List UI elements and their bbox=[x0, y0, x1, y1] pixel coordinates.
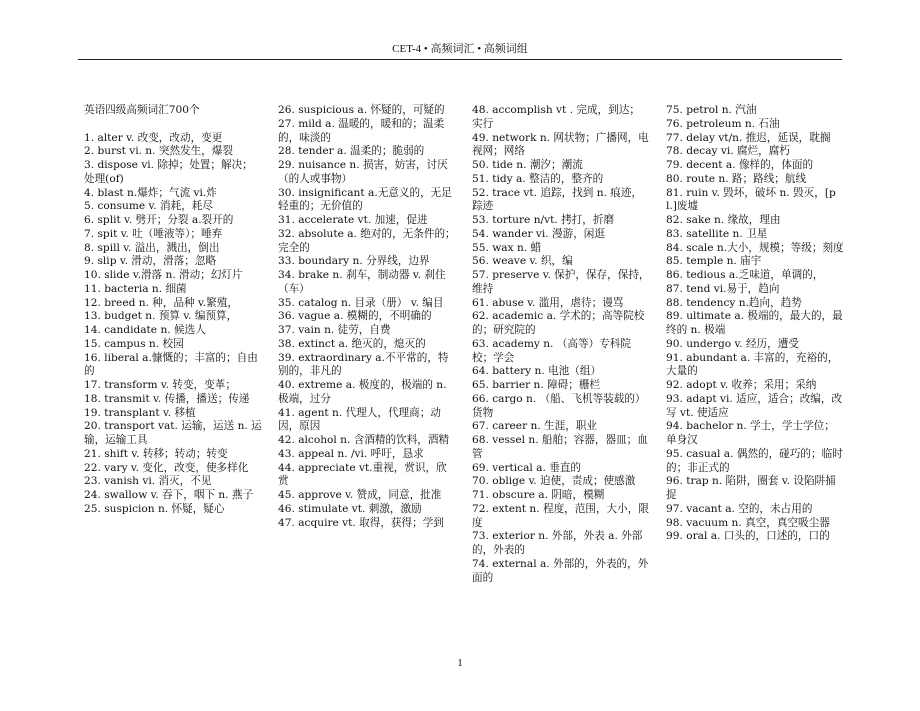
vocab-entry: 4. blast n.爆炸；气流 vi.炸 bbox=[84, 186, 217, 199]
vocab-entry: 6. split v. 劈开；分裂 a.裂开的 bbox=[84, 214, 234, 226]
vocab-entry: 33. boundary n. 分界线，边界 bbox=[278, 255, 430, 268]
vocab-entry: 36. vague a. 模糊的，不明确的 bbox=[278, 310, 432, 323]
vocab-entry: 25. suspicion n. 怀疑，疑心 bbox=[84, 502, 225, 515]
vocab-entry: 35. catalog n. 目录（册） v. 编目 bbox=[278, 296, 444, 309]
vocab-entry: 93. adapt vi. 适应，适合；改编，改写 vt. 使适应 bbox=[666, 392, 843, 419]
vocab-entry: 26. suspicious a. 怀疑的，可疑的 bbox=[278, 104, 445, 116]
vocab-entry: 96. trap n. 陷阱，圈套 v. 设陷阱捕捉 bbox=[666, 475, 836, 501]
vocab-entry: 16. liberal a.慷慨的；丰富的；自由的 bbox=[84, 351, 258, 378]
vocab-entry: 65. barrier n. 障碍；栅栏 bbox=[472, 379, 601, 391]
vocab-entry: 87. tend vi.易于，趋向 bbox=[666, 282, 780, 295]
vocab-entry: 83. satellite n. 卫星 bbox=[666, 227, 768, 240]
vocab-entry: 56. weave v. 织，编 bbox=[472, 255, 573, 268]
vocab-entry: 92. adopt v. 收养；采用；采纳 bbox=[666, 379, 817, 391]
vocab-entry: 61. abuse v. 滥用，虐待；谩骂 bbox=[472, 296, 624, 309]
vocab-entry: 90. undergo v. 经历，遭受 bbox=[666, 337, 799, 350]
vocab-entry: 48. accomplish vt . 完成，到达；实行 bbox=[472, 104, 640, 130]
vocab-entry: 45. approve v. 赞成，同意，批准 bbox=[278, 489, 442, 501]
vocab-entry: 41. agent n. 代理人，代理商；动因，原因 bbox=[278, 406, 441, 433]
vocab-entry: 82. sake n. 缘故，理由 bbox=[666, 214, 781, 226]
vocab-entry: 84. scale n.大小，规模；等级；刻度 bbox=[666, 241, 844, 254]
vocab-entry: 13. budget n. 预算 v. 编预算， bbox=[84, 310, 238, 323]
vocab-entry: 1. alter v. 改变，改动，变更 bbox=[84, 131, 223, 144]
vocab-entry: 43. appeal n. /vi. 呼吁，恳求 bbox=[278, 447, 424, 460]
vocab-entry: 19. transplant v. 移植 bbox=[84, 406, 196, 419]
vocab-entry: 53. torture n/vt. 拷打，折磨 bbox=[472, 214, 615, 226]
vocab-entry: 77. delay vt/n. 推迟，延误，耽搁 bbox=[666, 131, 831, 144]
vocab-entry: 34. brake n. 刹车，制动器 v. 刹住（车） bbox=[278, 269, 446, 295]
vocab-entry: 54. wander vi. 漫游，闲逛 bbox=[472, 227, 605, 240]
vocab-entry: 50. tide n. 潮汐；潮流 bbox=[472, 159, 583, 171]
vocab-entry: 42. alcohol n. 含酒精的饮料，酒精 bbox=[278, 434, 450, 446]
vocab-entry: 2. burst vi. n. 突然发生，爆裂 bbox=[84, 145, 234, 158]
page-header: CET-4 • 高频词汇 • 高频词组 bbox=[392, 43, 528, 55]
vocab-entry: 69. vertical a. 垂直的 bbox=[472, 461, 582, 474]
vocab-entry: 18. transmit v. 传播，播送；传递 bbox=[84, 392, 250, 405]
vocab-entry: 40. extreme a. 极度的，极端的 n. 极端，过分 bbox=[278, 379, 450, 405]
vocab-entry: 99. oral a. 口头的，口述的，口的 bbox=[666, 530, 830, 543]
vocab-entry: 86. tedious a.乏味道，单调的， bbox=[666, 269, 824, 281]
vocab-entry: 95. casual a. 偶然的，碰巧的；临时的；非正式的 bbox=[666, 447, 843, 474]
vocab-entry: 64. battery n. 电池（组） bbox=[472, 365, 602, 378]
vocab-entry: 51. tidy a. 整洁的，整齐的 bbox=[472, 172, 604, 185]
vocab-entry: 75. petrol n. 汽油 bbox=[666, 104, 757, 116]
header-rule bbox=[78, 59, 842, 60]
vocab-entry: 52. trace vt. 追踪，找到 n. 痕迹，踪迹 bbox=[472, 186, 643, 213]
vocab-entry: 37. vain n. 徒劳，自费 bbox=[278, 324, 391, 336]
vocab-entry: 29. nuisance n. 损害，妨害，讨厌（的人或事物） bbox=[278, 159, 448, 185]
vocab-entry: 14. candidate n. 候选人 bbox=[84, 324, 206, 336]
vocab-entry: 57. preserve v. 保护，保存，保持，维持 bbox=[472, 269, 650, 295]
vocab-entry: 22. vary v. 变化，改变，使多样化 bbox=[84, 461, 249, 474]
vocab-entry: 49. network n. 网状物；广播网，电视网；网络 bbox=[472, 131, 649, 158]
vocab-entry: 39. extraordinary a.不平常的，特别的，非凡的 bbox=[278, 351, 449, 378]
vocab-entry: 97. vacant a. 空的，未占用的 bbox=[666, 502, 813, 515]
vocab-entry: 63. academy n. （高等）专科院校；学会 bbox=[472, 337, 631, 364]
vocab-entry: 30. insignificant a.无意义的，无足轻重的；无价值的 bbox=[278, 186, 452, 213]
page-number: 1 bbox=[457, 657, 463, 669]
vocab-entry: 81. ruin v. 毁坏，破坏 n. 毁灭，[pl.]废墟 bbox=[666, 186, 836, 213]
vocab-entry: 17. transform v. 转变，变革； bbox=[84, 379, 236, 391]
vocab-entry: 89. ultimate a. 极端的，最大的，最终的 n. 极端 bbox=[666, 310, 843, 336]
vocab-entry: 46. stimulate vt. 刺激，激励 bbox=[278, 502, 422, 515]
vocab-entry: 80. route n. 路；路线；航线 bbox=[666, 172, 807, 185]
vocab-entry: 94. bachelor n. 学士，学士学位；单身汉 bbox=[666, 420, 835, 446]
column-2 bbox=[278, 104, 456, 530]
vocab-entry: 20. transport vat. 运输，运送 n. 运输，运输工具 bbox=[84, 420, 262, 446]
vocab-entry: 23. vanish vi. 消灭，不见 bbox=[84, 475, 212, 488]
vocab-entry: 71. obscure a. 阴暗，模糊 bbox=[472, 489, 605, 501]
vocab-entry: 68. vessel n. 船舶；容器，器皿；血管 bbox=[472, 434, 648, 460]
vocab-entry: 27. mild a. 温暖的，暖和的；温柔的，味淡的 bbox=[278, 117, 445, 144]
vocab-entry: 70. oblige v. 迫使，责成；使感激 bbox=[472, 475, 636, 488]
vocab-entry: 15. campus n. 校园 bbox=[84, 337, 184, 350]
vocab-entry: 47. acquire vt. 取得，获得；学到 bbox=[278, 516, 444, 529]
vocab-entry: 12. breed n. 种，品种 v.繁殖， bbox=[84, 296, 238, 309]
vocab-entry: 21. shift v. 转移；转动；转变 bbox=[84, 447, 228, 460]
vocab-entry: 85. temple n. 庙宇 bbox=[666, 255, 762, 268]
vocab-entry: 3. dispose vi. 除掉；处置；解决；处理(of) bbox=[84, 159, 253, 185]
vocab-entry: 91. abundant a. 丰富的，充裕的，大量的 bbox=[666, 351, 839, 378]
vocab-entry: 78. decay vi. 腐烂，腐朽 bbox=[666, 145, 790, 158]
vocab-entry: 8. spill v. 溢出，溅出，倒出 bbox=[84, 241, 220, 254]
vocab-entry: 28. tender a. 温柔的；脆弱的 bbox=[278, 145, 425, 158]
vocab-entry: 9. slip v. 滑动，滑落；忽略 bbox=[84, 255, 217, 268]
column-1 bbox=[84, 104, 262, 517]
vocab-entry: 76. petroleum n. 石油 bbox=[666, 117, 780, 130]
vocab-entry: 62. academic a. 学术的；高等院校的；研究院的 bbox=[472, 310, 645, 336]
vocab-entry: 67. career n. 生涯，职业 bbox=[472, 420, 598, 433]
vocab-entry: 88. tendency n.趋向，趋势 bbox=[666, 296, 802, 309]
vocab-entry: 74. external a. 外部的，外表的，外面的 bbox=[472, 557, 649, 584]
vocab-entry: 79. decent a. 像样的，体面的 bbox=[666, 159, 814, 171]
column-3 bbox=[472, 104, 650, 585]
vocab-entry: 10. slide v.滑落 n. 滑动；幻灯片 bbox=[84, 269, 243, 281]
vocab-entry: 11. bacteria n. 细菌 bbox=[84, 282, 187, 295]
vocab-entry: 38. extinct a. 绝灭的，熄灭的 bbox=[278, 337, 426, 350]
column-4 bbox=[666, 104, 844, 544]
vocab-entry: 73. exterior n. 外部，外表 a. 外部的，外表的 bbox=[472, 530, 643, 556]
vocab-entry: 98. vacuum n. 真空，真空吸尘器 bbox=[666, 516, 830, 529]
vocab-entry: 44. appreciate vt.重视，赏识，欣赏 bbox=[278, 461, 447, 488]
vocab-entry: 32. absolute a. 绝对的，无条件的；完全的 bbox=[278, 227, 456, 254]
vocab-entry: 7. spit v. 吐（唾液等）；唾弃 bbox=[84, 227, 223, 240]
vocab-entry: 31. accelerate vt. 加速，促进 bbox=[278, 214, 428, 226]
document-title: 英语四级高频词汇700个 bbox=[84, 104, 200, 116]
vocab-entry: 66. cargo n. （船、飞机等装载的）货物 bbox=[472, 392, 646, 419]
vocab-entry: 72. extent n. 程度，范围，大小，限度 bbox=[472, 502, 649, 529]
vocab-entry: 24. swallow v. 吞下，咽下 n. 燕子 bbox=[84, 489, 254, 501]
vocab-entry: 5. consume v. 消耗，耗尽 bbox=[84, 200, 213, 213]
vocab-entry: 55. wax n. 蜡 bbox=[472, 241, 542, 254]
